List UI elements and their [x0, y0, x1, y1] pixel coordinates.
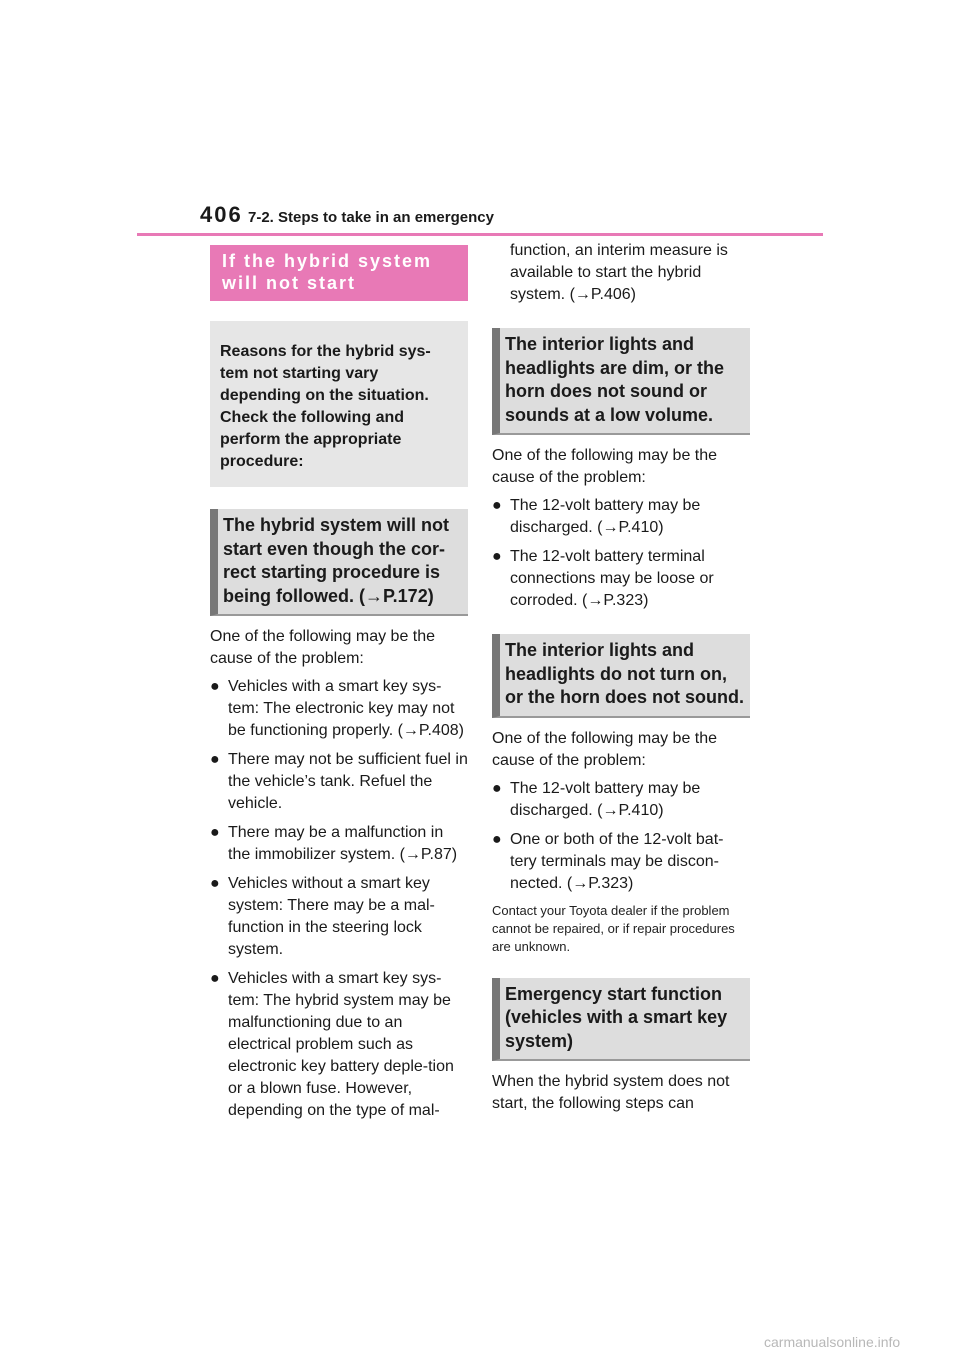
emergency-start-text: When the hybrid system does not start, the following steps can: [492, 1073, 730, 1112]
bullet-icon: ●: [492, 779, 502, 797]
bullet-icon: ●: [492, 830, 502, 848]
cause-list: [492, 778, 750, 895]
bullet-icon: ●: [492, 548, 502, 565]
cause-intro: One of the following may be the cause of the problem:: [492, 447, 718, 486]
bullet-icon: ●: [210, 678, 220, 695]
page-number: 406: [200, 202, 243, 227]
bullet-icon: ●: [210, 751, 220, 768]
subheading-no-lights: The interior lights and headlights do not turn on, or the horn does not sound.: [492, 634, 750, 718]
watermark: carmanualsonline.info: [764, 1334, 901, 1350]
bullet-icon: ●: [210, 824, 220, 841]
list-item: ● There may be a malfunction in the immobilizer system. (→P.87): [210, 824, 458, 863]
list-item: ● The 12-volt battery may be discharged. (→P.410): [492, 779, 701, 819]
header-rule: [137, 233, 823, 236]
list-item: ● Vehicles with a smart key sys-tem: The electronic key may not be functioning properly. (→P.408): [210, 678, 464, 739]
list-item: ● Vehicles without a smart key system: There may be a mal-function in the steering lock system.: [210, 875, 435, 958]
subheading-emergency-start: Emergency start function (vehicles with a smart key system): [492, 978, 750, 1062]
bullet-icon: ●: [492, 497, 502, 514]
list-item: ● The 12-volt battery terminal connections may be loose or corroded. (→P.323): [492, 548, 714, 609]
cause-list: [210, 676, 468, 1122]
continuation-text: function, an interim measure is available to start the hybrid system. (→P.406): [510, 242, 728, 303]
list-item: ● One or both of the 12-volt bat-tery terminals may be discon-nected. (→P.323): [492, 830, 724, 892]
list-item: ● There may not be sufficient fuel in the vehicle’s tank. Refuel the vehicle.: [210, 751, 468, 812]
bullet-icon: ●: [210, 970, 220, 987]
dealer-note: Contact your Toyota dealer if the problem cannot be repaired, or if repair procedures are unknown.: [492, 902, 735, 954]
subheading-dim-lights: The interior lights and headlights are dim, or the horn does not sound or sounds at a low volume.: [492, 328, 750, 435]
cause-intro: One of the following may be the cause of the problem:: [210, 628, 436, 667]
right-column: [492, 240, 750, 1115]
list-item: ● The 12-volt battery may be discharged. (→P.410): [492, 497, 701, 536]
intro-box: Reasons for the hybrid sys-tem not starting vary depending on the situation. Check the following and perform the appropriate procedure:: [210, 321, 468, 487]
list-item: ● Vehicles with a smart key sys-tem: The hybrid system may be malfunctioning due to an electrical problem such as electronic key battery deple-tion or a blown fuse. However, depending on the type of mal-: [210, 970, 454, 1119]
left-column: [210, 245, 468, 1129]
cause-intro: One of the following may be the cause of the problem:: [492, 729, 718, 769]
section-title: 7-2. Steps to take in an emergency: [248, 209, 494, 226]
section-banner: If the hybrid system will not start: [210, 245, 468, 301]
cause-list: [492, 495, 750, 612]
bullet-icon: ●: [210, 875, 220, 892]
subheading-normal-procedure: The hybrid system will not start even though the cor-rect starting procedure is being followed. (→P.172): [210, 509, 468, 616]
